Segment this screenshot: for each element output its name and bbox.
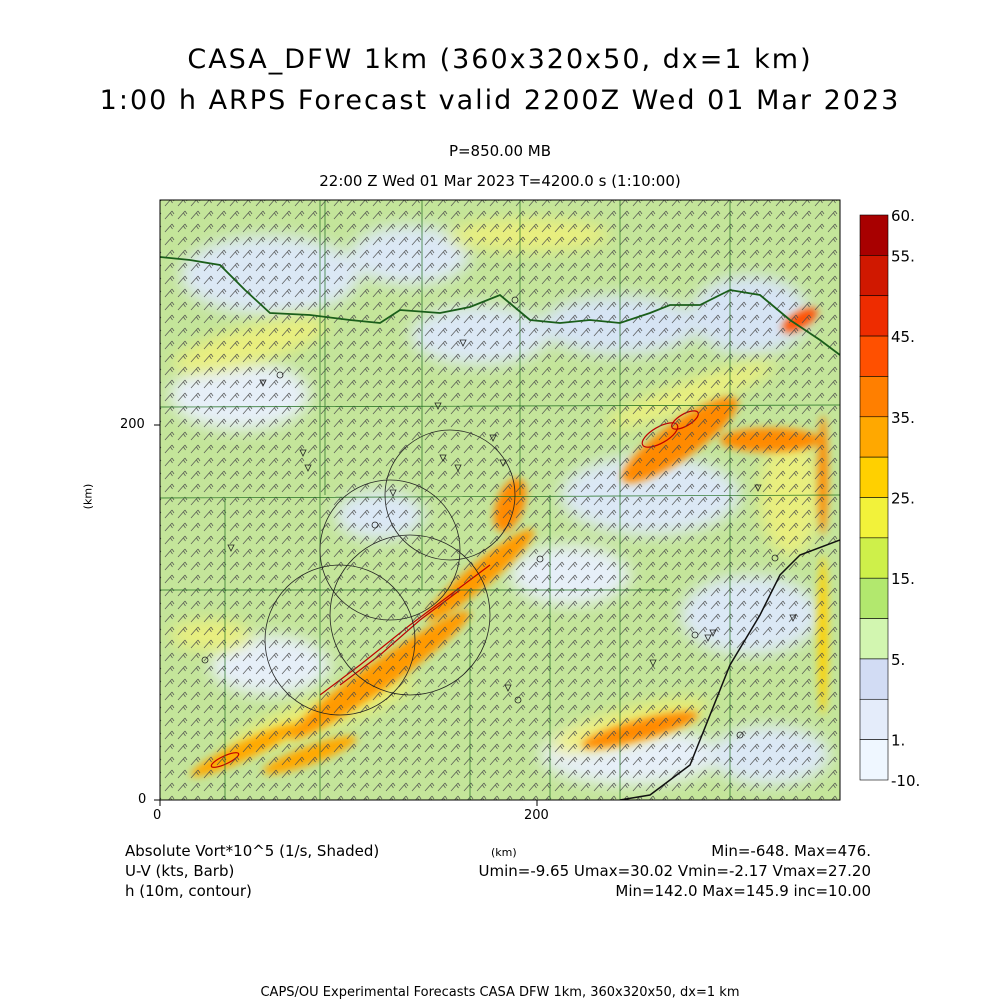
chart-title: CASA_DFW 1km (360x320x50, dx=1 km)	[187, 44, 813, 75]
colorbar-swatch	[860, 376, 888, 416]
x-tick-0: 0	[153, 808, 162, 823]
colorbar-swatch	[860, 699, 888, 739]
colorbar-label: 1.	[891, 731, 906, 750]
colorbar-label: 15.	[891, 570, 915, 589]
colorbar	[855, 210, 935, 790]
height-stats: Min=142.0 Max=145.9 inc=10.00	[615, 882, 871, 900]
x-axis-label: (km)	[491, 846, 517, 859]
colorbar-swatch	[860, 457, 888, 497]
y-tick-200: 200	[120, 417, 145, 432]
colorbar-swatch	[860, 336, 888, 376]
vorticity-stats: Min=-648. Max=476.	[711, 842, 871, 860]
colorbar-label: 55.	[891, 247, 915, 266]
wind-stats: Umin=-9.65 Umax=30.02 Vmin=-2.17 Vmax=27.20	[478, 862, 871, 880]
colorbar-swatch	[860, 578, 888, 618]
y-tick-0: 0	[138, 792, 147, 807]
forecast-map	[150, 195, 850, 815]
colorbar-swatch	[860, 659, 888, 699]
colorbar-swatch	[860, 538, 888, 578]
footer-credit: CAPS/OU Experimental Forecasts CASA DFW 1km, 360x320x50, dx=1 km	[260, 985, 740, 1000]
y-axis-label: (km)	[81, 483, 95, 510]
colorbar-label: 45.	[891, 328, 915, 347]
colorbar-label: 5.	[891, 650, 906, 669]
field-vorticity: Absolute Vort*10^5 (1/s, Shaded)	[125, 842, 380, 860]
chart-title-forecast: 1:00 h ARPS Forecast valid 2200Z Wed 01 Mar 2023	[99, 85, 901, 116]
field-height: h (10m, contour)	[125, 882, 252, 900]
pressure-level: P=850.00 MB	[448, 142, 552, 160]
wind-barbs	[160, 200, 840, 800]
colorbar-label: 60.	[891, 210, 915, 225]
x-tick-200: 200	[524, 808, 549, 823]
colorbar-label: 25.	[891, 489, 915, 508]
colorbar-swatch	[860, 498, 888, 538]
colorbar-swatch	[860, 417, 888, 457]
colorbar-swatch	[860, 740, 888, 780]
colorbar-swatch	[860, 296, 888, 336]
colorbar-swatch	[860, 255, 888, 295]
plot-area	[160, 200, 840, 800]
colorbar-label: 35.	[891, 408, 915, 427]
valid-time: 22:00 Z Wed 01 Mar 2023 T=4200.0 s (1:10:00)	[319, 172, 681, 190]
colorbar-label: -10.	[891, 772, 921, 790]
colorbar-swatch	[860, 619, 888, 659]
colorbar-swatch	[860, 215, 888, 255]
field-wind: U-V (kts, Barb)	[125, 862, 235, 880]
